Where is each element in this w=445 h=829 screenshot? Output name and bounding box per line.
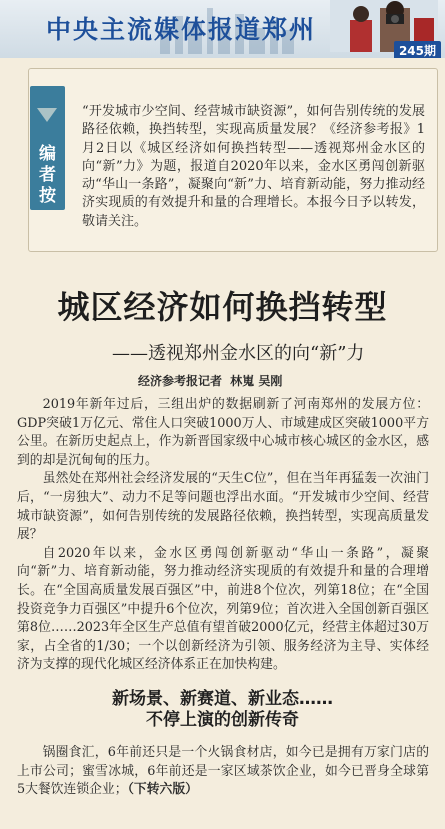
byline-names: 林嵬 吴刚 bbox=[230, 374, 283, 388]
article-byline bbox=[138, 372, 282, 389]
article-body bbox=[17, 396, 429, 675]
article-subheadline: ——透视郑州金水区的向“新”力 bbox=[112, 343, 365, 364]
tag-arrow-icon bbox=[37, 108, 57, 122]
section-subtitle bbox=[0, 689, 445, 731]
continued-on-page[interactable]: （下转六版） bbox=[127, 782, 198, 798]
issue-number: 245期 bbox=[394, 41, 441, 58]
masthead-banner bbox=[0, 0, 445, 58]
section-subtitle-line1: 新场景、新赛道、新业态…… bbox=[112, 689, 333, 709]
article-body-continued bbox=[17, 744, 429, 800]
body-paragraph: 虽然处在郑州社会经济发展的“天生C位”，但在当年再猛轰一次油门后，“一房独大”、动力不足等问题也浮出水面。“开发城市少空间、经营城市缺资源”，如何告别传统的发展路径依赖，换挡转型，实现高质量发展？ bbox=[17, 471, 429, 543]
editor-note-tag-label: 编 者 按 bbox=[39, 144, 56, 206]
editor-note-tag bbox=[30, 86, 65, 210]
article-headline: 城区经济如何换挡转型 bbox=[57, 288, 388, 326]
section-subtitle-line2: 不停上演的创新传奇 bbox=[146, 710, 299, 730]
body-paragraph: 2019年新年过后，三组出炉的数据刷新了河南郑州的发展方位：GDP突破1万亿元、常住人口突破1000万人、市域建成区突破1000平方公里。在新历史起点上，作为新晋国家级中心城市核心城区的金水区，感到的却是沉甸甸的压力。 bbox=[17, 397, 429, 468]
body-paragraph: 自2020年以来，金水区勇闯创新驱动“华山一条路”，凝聚向“新”力、培育新动能，努力推动经济实现质的有效提升和量的合理增长。在“全国高质量发展百强区”中，前进8个位次，列第18位；在“全国投资竞争力百强区”中提升6个位次，列第9位；首次进入全国创新百强区第8位……2023年全区生产总值有望首破2000亿元，经营主体超过30万家，占全省的1/30；一个以创新经济为引领、服务经济为主导、实体经济为支撑的现代化城区经济体系正在加快构建。 bbox=[17, 545, 429, 673]
body-paragraph-last: 锅圈食汇，6年前还只是一个火锅食材店，如今已是拥有万家门店的上市公司；蜜雪冰城，6年前还是一家区域茶饮企业，如今已晋身全球第5大餐饮连锁企业；（下转六版） bbox=[17, 745, 429, 798]
byline-prefix: 经济参考报记者 bbox=[138, 374, 223, 388]
editor-note-text: “开发城市少空间、经营城市缺资源”，如何告别传统的发展路径依赖，换挡转型，实现高质量发展？《经济参考报》1月2日以《城区经济如何换挡转型——透视郑州金水区的向“新”力》为题，报道自2020年以来，金水区勇闯创新驱动“华山一条路”，凝聚向“新”力、培育新动能，努力推动经济实现质的有效提升和量的合理增长。本报今日予以转发，敬请关注。 bbox=[82, 104, 425, 229]
banner-title: 中央主流媒体报道郑州 bbox=[46, 15, 317, 44]
